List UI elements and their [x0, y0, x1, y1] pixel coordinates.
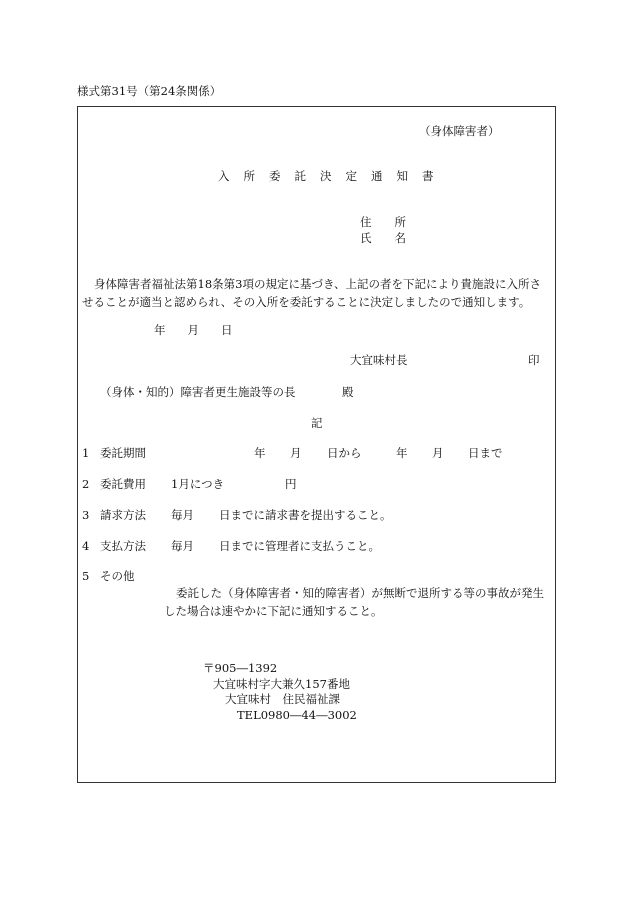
cost-yen: 円 — [285, 477, 297, 491]
address-label: 住 所 — [360, 215, 406, 229]
issuer-title: 大宜味村長 — [350, 353, 408, 367]
form-number: 様式第31号（第24条関係） — [77, 84, 222, 98]
name-label: 氏 名 — [360, 231, 406, 245]
ki-label: 記 — [311, 416, 323, 430]
seal-mark: 印 — [528, 353, 540, 367]
period-start-day: 日から — [327, 446, 362, 460]
contact-tel: TEL0980―44―3002 — [237, 708, 357, 722]
other-note: 委託した（身体障害者・知的障害者）が無断で退所する等の事故が発生した場合は速やかに下記に通知すること。 — [164, 586, 544, 618]
date-day: 日 — [221, 323, 233, 337]
period-end-day: 日まで — [468, 446, 503, 460]
billing-instruction: 日までに請求書を提出すること。 — [219, 508, 392, 522]
cost-per-month: 1月につき — [171, 477, 225, 491]
payment-instruction: 日までに管理者に支払うこと。 — [219, 539, 380, 553]
item-number: 4 — [82, 539, 90, 553]
contact-address: 大宜味村字大兼久157番地 — [213, 677, 350, 691]
body-text: 身体障害者福祉法第18条第3項の規定に基づき、上記の者を下記により貴施設に入所させることが適当と認められ、その入所を委託することに決定しましたので通知します。 — [82, 277, 541, 309]
item-label-billing: 請求方法 — [100, 508, 146, 522]
period-start-year: 年 — [254, 446, 266, 460]
period-end-year: 年 — [396, 446, 408, 460]
item-number: 1 — [82, 446, 90, 460]
item-number: 5 — [82, 569, 90, 583]
item-label-other: その他 — [100, 569, 135, 583]
date-line — [154, 323, 233, 338]
addressee-line: （身体・知的）障害者更生施設等の長 — [100, 385, 296, 399]
billing-monthly: 毎月 — [171, 508, 194, 522]
date-year: 年 — [154, 323, 166, 337]
item-label-payment: 支払方法 — [100, 539, 146, 553]
period-start-month: 月 — [290, 446, 302, 460]
item-label-cost: 委託費用 — [100, 477, 146, 491]
contact-postal: 〒905―1392 — [203, 661, 278, 675]
payment-monthly: 毎月 — [171, 539, 194, 553]
document-title: 入所委託決定通知書 — [218, 169, 448, 183]
item-number: 3 — [82, 508, 90, 522]
category-label: （身体障害者） — [419, 124, 500, 138]
date-month: 月 — [187, 323, 199, 337]
period-end-month: 月 — [432, 446, 444, 460]
item-label-period: 委託期間 — [100, 446, 146, 460]
item-number: 2 — [82, 477, 90, 491]
honorific: 殿 — [342, 385, 354, 399]
contact-office: 大宜味村 住民福祉課 — [225, 692, 340, 706]
